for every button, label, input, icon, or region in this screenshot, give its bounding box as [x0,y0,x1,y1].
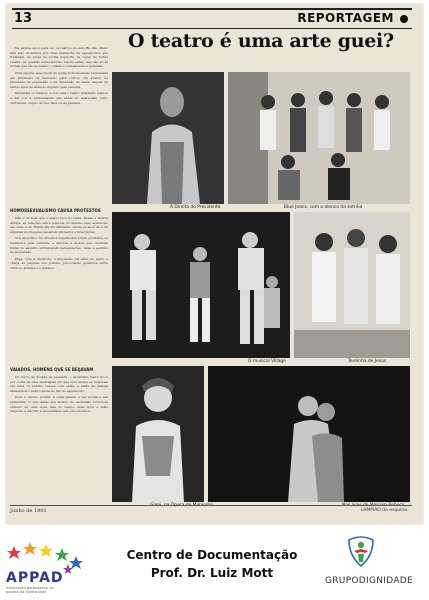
paragraph: Não é de hoje que o teatro toca no tema. Desde a Grécia Antiga, as relações entre pessoas do mesmo sexo aparecem em cena, e no Brasil não foi diferente: desde os anos 40 e 50 algumas montagens causaram protestos e interdições. [10,216,108,234]
paragraph: Hoje, com a abertura, a discussão vai além do palco e chega às páginas dos jornais, provocando polêmica entre críticos, artistas e o público. [10,256,108,270]
issue-date: Junho de 1981 [10,508,47,514]
photo-direita-do-presidente [112,72,224,204]
archive-title: Centro de Documentação [126,548,298,562]
archive-subtitle: Prof. Dr. Luiz Mott [150,566,274,580]
paragraph: No início da década de sessenta, o escândalo maior ficou por conta de uma montagem em que dois atores se beijavam em cena. O público reagiu com vaias, e parte da plateia abandonou o teatro antes do fim do espetáculo. [10,375,108,393]
paragraph: Nos anos 60 e 70, diversos espetáculos foram proibidos ou mutilados pela censura, e autores e atores que ousaram tratar do assunto enfrentaram perseguições, vaias e pedidos de suspensão. [10,236,108,255]
publication-name: LAMPIÃO da esquina [360,508,407,513]
photo-caption: Blue Jeans, com o alenco da estréia [284,205,363,210]
photo-blue-jeans [228,72,410,204]
page-header [12,8,412,29]
photo-malcom-reboco [208,366,410,502]
section-heading: VAIADOS, HOMENS QUE SE BEIJAVAM [10,367,94,372]
paragraph: De alguns anos para cá, os teatros do eixo Rio-São Paulo têm sido invadidos por uma avalanche de espetáculos que tratavam, às vezes de forma explícita, às vezes de forma velada, da questão homossexual. Desde então, não são só as bichas que vão ao teatro: o público compareceu e aplaudiu. [10,46,108,69]
article-intro [10,46,108,204]
photo-caption: Tereinha de Jesus [348,359,387,364]
section-heading: HOMOSSEXUALISMO CAUSA PROTESTOS [10,208,101,213]
paragraph: Para alguns, esse boom de peças homossexuais representa um fenômeno de mercado; para outros, um avanço na liberdade de expressão e na discussão do tema, depois de tantos anos de silêncio imposto pela censura. [10,70,108,89]
photo-village [112,212,290,358]
photo-tereinha-de-jesus [294,212,410,358]
page-title: O teatro é uma arte guei? [128,30,394,52]
page-number: 13 [14,11,33,26]
paragraph: Mudaram os tempos, e com eles o teatro brasileiro passou a dar voz a personagens que antes só apareciam como caricatura, objeto de riso fácil ou de piedade. [10,91,108,105]
photo-opera-do-malandro [112,366,204,502]
bullet-icon [400,15,408,23]
article-section-1 [10,216,108,364]
appad-logo-text: APPAD [6,570,64,586]
photo-caption: A Direita do Presidente [170,205,221,210]
section-title: REPORTAGEM [297,11,394,25]
divider [10,505,412,506]
paragraph: Com o tempo, porém, a cena passou a ser aceita e até aplaudida. O que antes era motivo de escândalo tornou-se símbolo de uma nova fase do teatro, mais livre e mais disposto a discutir a sexualidade sem preconceitos. [10,395,108,414]
article-section-2 [10,375,108,503]
photo-caption: O musical Village [248,359,286,364]
grupo-dignidade-logo-text: GRUPODIGNIDADE [324,576,414,586]
appad-subtitle: associação paranaense da parada da diversidade [6,586,54,594]
grupo-dignidade-logo-icon [346,534,376,570]
